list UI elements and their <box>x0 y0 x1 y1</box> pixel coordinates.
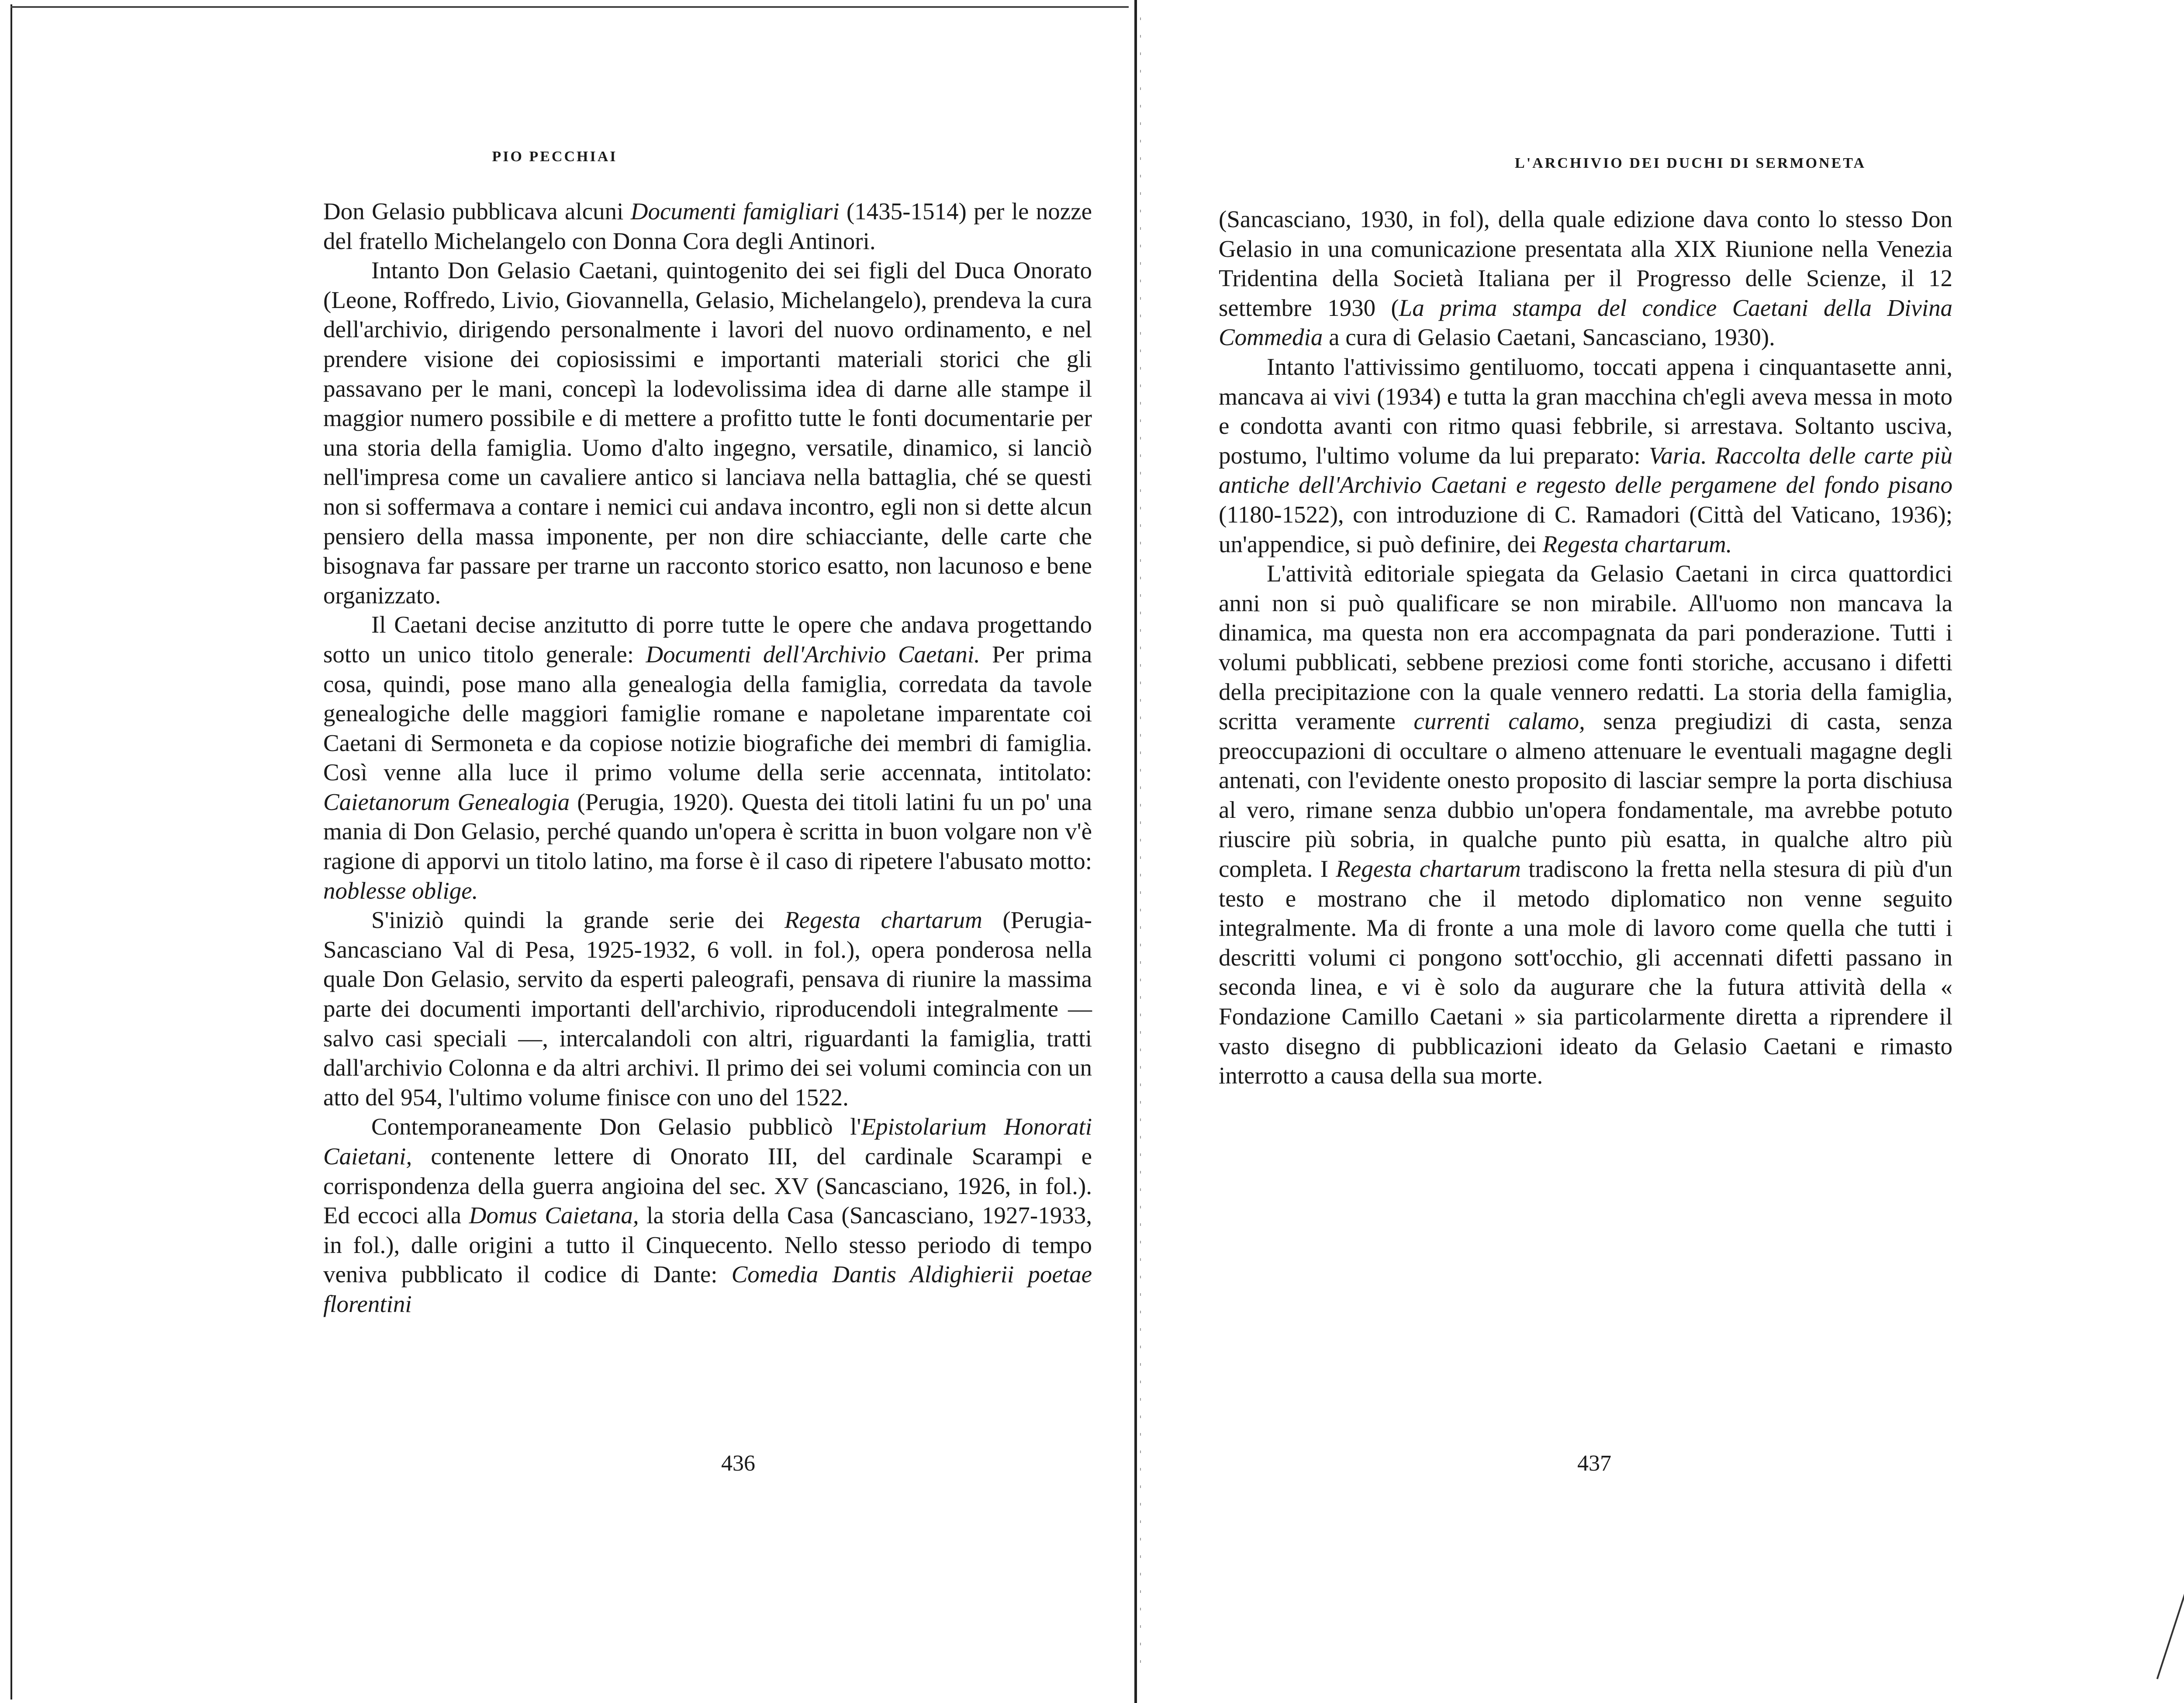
running-head: L'ARCHIVIO DEI DUCHI DI SERMONETA <box>1515 155 1866 171</box>
text-run: (1180-1522), con introduzione di C. Ramadori (Città del Vaticano, 1936); un'appendice, si può definire, dei <box>1219 501 1952 557</box>
gutter-shadow <box>1140 17 1141 1678</box>
italic-title: noblesse oblige. <box>323 877 478 904</box>
page-edge-left <box>10 4 12 1700</box>
italic-title: La prima stampa del condice Caetani della Divina Commedia <box>1219 294 1952 351</box>
text-run: Contemporaneamente Don Gelasio pubblicò l' <box>371 1113 861 1140</box>
italic-title: Documenti famigliari <box>630 198 840 225</box>
body-text <box>323 197 1092 1319</box>
paragraph <box>323 905 1092 1112</box>
italic-title: Varia. Raccolta delle carte più antiche dell'Archivio Caetani e regesto delle pergamene del fondo pisano <box>1219 442 1953 498</box>
italic-title: Epistolarium Honorati Caietani, <box>323 1113 1092 1170</box>
paragraph <box>323 610 1092 905</box>
italic-title: currenti calamo, <box>1413 708 1585 735</box>
text-run: senza pregiudizi di casta, senza preoccupazioni di occultare o almeno attenuare le eventuali magagne degli antenati, con l'evidente onesto proposito di lasciar sempre la porta dischiusa al vero, rimane senza dubbio un'opera fondamentale, ma avrebbe potuto riuscire più sobria, in qualche punto più esatta, in qualche altro più completa. I <box>1219 708 1952 883</box>
page-number: 436 <box>721 1451 755 1476</box>
text-run: contenente lettere di Onorato III, del cardinale Scarampi e corrispondenza della guerra angioina del sec. XV (Sancasciano, 1926, in fol.). Ed eccoci alla <box>323 1143 1092 1229</box>
text-run: Intanto Don Gelasio Caetani, quintogenito dei sei figli del Duca Onorato (Leone, Roffredo, Livio, Giovannella, Gelasio, Michelangelo), prendeva la cura dell'archivio, dirigendo personalmente i lavori del nuovo ordinamento, e nel prendere visione dei copiosissimi e importanti materiali storici che gli passavano per le mani, concepì la lodevolissima idea di darne alle stampe il maggior numero possibile e di mettere a profitto tutte le fonti documentarie per una storia della famiglia. Uomo d'alto ingegno, versatile, dinamico, si lanciò nell'impresa come un cavaliere antico si lanciava nella battaglia, ché se questi non si soffermava a contare i nemici cui andava incontro, egli non si dette alcun pensiero della massa imponente, per non dire schiacciante, delle carte che bisognava far passare per trarne un racconto storico esatto, non lacunoso e bene organizzato. <box>323 257 1092 609</box>
italic-title: Comedia Dantis Aldighierii poetae florentini <box>323 1261 1092 1317</box>
text-run: a cura di Gelasio Caetani, Sancasciano, 1930). <box>1323 324 1775 351</box>
text-run: (Perugia-Sancasciano Val di Pesa, 1925-1932, 6 voll. in fol.), opera ponderosa nella quale Don Gelasio, servito da esperti paleografi, pensava di riunire la massima parte dei documenti importanti dell'archivio, riproducendoli integralmente — salvo casi speciali —, intercalandoli con altri, riguardanti la famiglia, tratti dall'archivio Colonna e da altri archivi. Il primo dei sei volumi comincia con un atto del 954, l'ultimo volume finisce con uno del 1522. <box>323 907 1092 1111</box>
text-run: la storia della Casa (Sancasciano, 1927-1933, in fol.), dalle origini a tutto il Cinquecento. Nello stesso periodo di tempo veniva pubblicato il codice di Dante: <box>323 1202 1092 1288</box>
text-run: Per prima cosa, quindi, pose mano alla genealogia della famiglia, corredata da tavole genealogiche delle maggiori famiglie romane e napoletane imparentate coi Caetani di Sermoneta e da copiose notizie biografiche dei membri di famiglia. Così venne alla luce il primo volume della serie accennata, intitolato: <box>323 640 1092 786</box>
paragraph <box>323 1112 1092 1319</box>
text-run: tradiscono la fretta nella stesura di più d'un testo e mostrano che il metodo diplomatico non venne seguito integralmente. Ma di fronte a una mole di lavoro come quella che tutti i descritti volumi ci pongono sott'occhio, gli accennati difetti passano in seconda linea, e vi è solo da augurare che la futura attività della « Fondazione Camillo Caetani » sia particolarmente diretta a riprendere il vasto disegno di pubblicazioni ideato da Gelasio Caetani e rimasto interrotto a causa della sua morte. <box>1219 855 1952 1089</box>
paragraph <box>323 197 1092 256</box>
italic-title: Regesta chartarum <box>1336 855 1521 883</box>
running-head: PIO PECCHIAI <box>492 149 618 165</box>
text-run: (Sancasciano, 1930, in fol), della quale edizione dava conto lo stesso Don Gelasio in una comunicazione presentata alla XIX Riunione nella Venezia Tridentina della Società Italiana per il Progresso delle Scienze, il 12 settembre 1930 ( <box>1219 206 1952 321</box>
paragraph <box>323 256 1092 610</box>
paragraph <box>1219 352 1952 559</box>
italic-title: Caietanorum Genealogia <box>323 788 570 815</box>
text-run: Il Caetani decise anzitutto di porre tutte le opere che andava progettando sotto un unico titolo generale: <box>323 611 1092 668</box>
italic-title: Documenti dell'Archivio Caetani. <box>646 640 980 668</box>
text-run: L'attività editoriale spiegata da Gelasio Caetani in circa quattordici anni non si può qualificare se non mirabile. All'uomo non mancava la dinamica, ma questa non era accompagnata da pari ponderazione. Tutti i volumi pubblicati, sebbene preziosi come fonti storiche, accusano i difetti della precipitazione con la quale vennero redatti. La storia della famiglia, scritta veramente <box>1219 560 1952 735</box>
italic-title: Regesta chartarum. <box>1542 530 1732 557</box>
text-run: Don Gelasio pubblicava alcuni <box>323 198 631 225</box>
text-run: (Perugia, 1920). Questa dei titoli latini fu un po' una mania di Don Gelasio, perché quando un'opera è scritta in buon volgare non v'è ragione di apporvi un titolo latino, ma forse è il caso di ripetere l'abusato motto: <box>323 788 1092 875</box>
text-run: Intanto l'attivissimo gentiluomo, toccati appena i cinquantasette anni, mancava ai vivi (1934) e tutta la gran macchina ch'egli aveva messa in moto e condotta avanti con ritmo quasi febbrile, si arrestava. Soltanto usciva, postumo, l'ultimo volume da lui preparato: <box>1219 353 1952 469</box>
paragraph <box>1219 559 1952 1090</box>
text-run: (1435-1514) per le nozze del fratello Michelangelo con Donna Cora degli Antinori. <box>323 198 1092 254</box>
right-page <box>1144 0 2184 1703</box>
body-text <box>1219 204 1952 1090</box>
book-gutter <box>1134 0 1137 1703</box>
italic-title: Domus Caietana, <box>469 1202 639 1229</box>
left-page <box>17 0 1131 1703</box>
text-run: S'iniziò quindi la grande serie dei <box>371 907 784 934</box>
italic-title: Regesta chartarum <box>784 907 982 934</box>
paragraph <box>1219 204 1952 352</box>
page-number: 437 <box>1577 1451 1611 1476</box>
